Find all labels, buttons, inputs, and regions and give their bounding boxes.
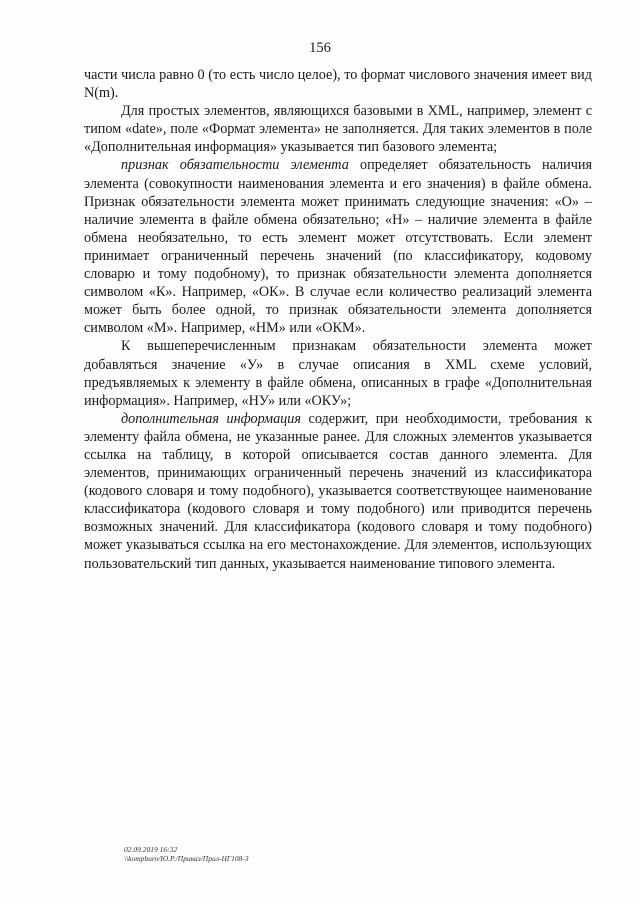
footer-file-path: \\kompburo/Ю.Р./Приказ/Прил-НГ108-3 xyxy=(124,854,249,863)
paragraph-additional-info xyxy=(84,410,592,573)
document-body xyxy=(84,66,592,573)
paragraph-mandatory-sign-text: определяет обязательность наличия элемента (совокупности наименования элемента и его значения) в файле обмена. Признак обязательности элемента может принимать следующие значения: «О» – наличие элемента в файле обмена обязательно; «Н» – наличие элемента в файле обмена необязательно, то есть элемент может отсутствовать. Если элемент принимает ограниченный перечень значений (по классификатору, кодовому словарю и тому подобному), то признак обязательности элемента дополняется символом «К». Например, «ОК». В случае если количество реализаций элемента может быть более одной, то признак обязательности элемента дополняется символом «М». Например, «НМ» или «ОКМ». xyxy=(84,157,592,337)
paragraph-mandatory-sign xyxy=(84,156,592,337)
paragraph-additional-info-text: содержит, при необходимости, требования к элементу файла обмена, не указанные ранее. Для сложных элементов указывается ссылка на таблицу, в которой описывается состав данного элемента. Для элементов, принимающих ограниченный перечень значений из классификатора (кодового словаря и тому подобного), указывается соответствующее наименование классификатора (кодового словаря и тому подобного) или приводится перечень возможных значений. Для классификатора (кодового словаря и тому подобного) может указываться ссылка на его местонахождение. Для элементов, использующих пользовательский тип данных, указывается наименование типового элемента. xyxy=(84,410,592,572)
paragraph-format-number: части числа равно 0 (то есть число целое), то формат числового значения имеет вид N(m). xyxy=(84,67,592,102)
page-number: 156 xyxy=(309,40,331,56)
term-additional-info: дополнительная информация xyxy=(121,410,301,427)
term-mandatory-sign: признак обязательности элемента xyxy=(121,157,349,174)
document-footer xyxy=(124,845,249,863)
paragraph-simple-elements: Для простых элементов, являющихся базовыми в XML, например, элемент с типом «date», поле «Формат элемента» не заполняется. Для таких элементов в поле «Дополнительная информация» указывается тип базового элемента; xyxy=(84,103,592,156)
footer-timestamp: 02.09.2019 16:32 xyxy=(124,845,178,854)
paragraph-condition-sign: К вышеперечисленным признакам обязательности элемента может добавляться значение «У» в случае описания в XML схеме условий, предъявляемых к элементу в файле обмена, описанных в графе «Дополнительная информация». Например, «НУ» или «ОКУ»; xyxy=(84,338,592,409)
